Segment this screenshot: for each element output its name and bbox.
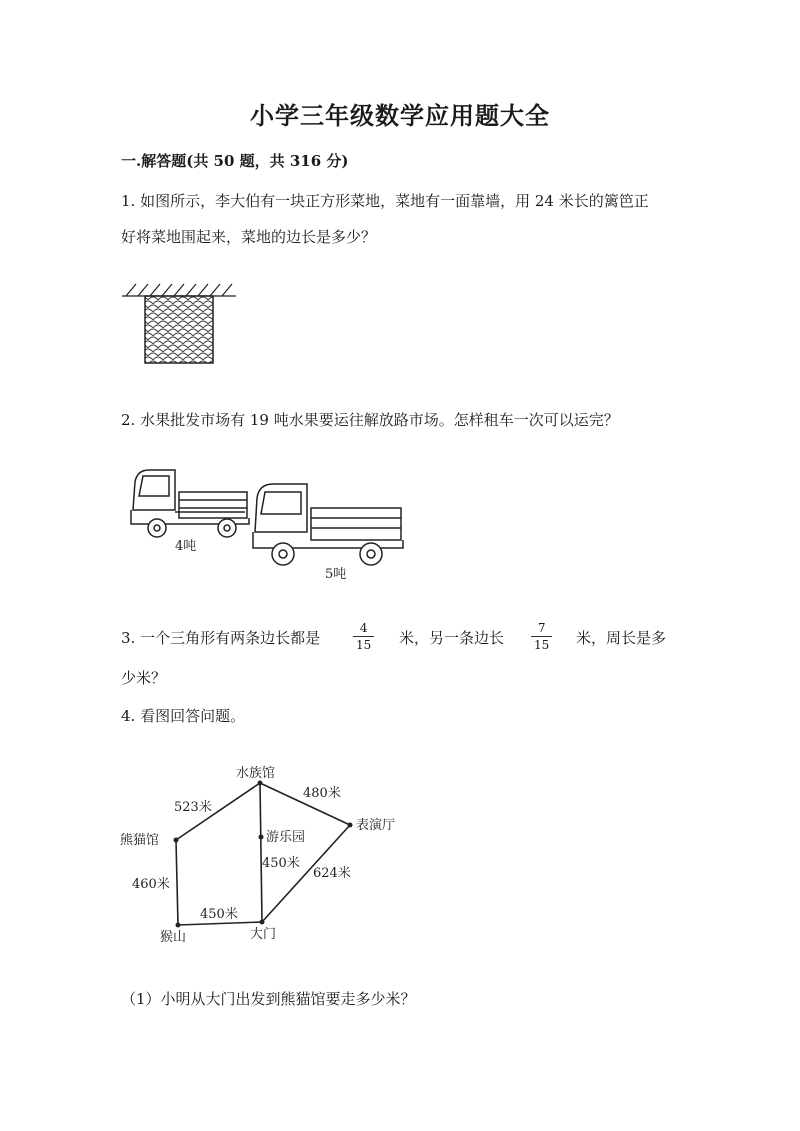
q4-park-map: [110, 755, 440, 955]
q3-mid: 米，另一条边长: [399, 629, 505, 647]
distance-show-gate: 624米: [313, 866, 351, 881]
truck-small: [131, 470, 249, 537]
square-garden: [145, 296, 213, 363]
q3-frac2-denominator: 15: [534, 638, 550, 652]
distance-aquarium-gate: 450米: [262, 856, 300, 871]
q4-text: 4. 看图回答问题。: [121, 707, 246, 725]
q1-text-line2: 好将菜地围起来，菜地的边长是多少？: [121, 228, 377, 246]
q2-trucks-figure: [125, 462, 415, 587]
label-show-hall: 表演厅: [356, 818, 396, 833]
q3-fraction-1: [353, 620, 374, 653]
q3-frac2-numerator: 7: [531, 620, 552, 637]
wall-hatching: [122, 284, 236, 296]
q1-garden-figure: [118, 280, 243, 370]
distance-panda-aquarium: 523米: [174, 800, 212, 815]
truck-small-label: 4吨: [175, 539, 197, 554]
q1-text-line1: 1. 如图所示，李大伯有一块正方形菜地，菜地有一面靠墙，用 24 米长的篱笆正: [121, 192, 649, 210]
section-heading: 一.解答题(共 50 题，共 316 分): [121, 152, 349, 170]
q3-frac1-numerator: 4: [353, 620, 374, 637]
label-gate: 大门: [250, 927, 277, 942]
truck-large-label: 5吨: [325, 567, 347, 582]
q3-prefix: 3. 一个三角形有两条边长都是: [121, 629, 321, 647]
label-monkey: 猴山: [160, 930, 187, 945]
label-playground: 游乐园: [266, 830, 306, 845]
q2-text: 2. 水果批发市场有 19 吨水果要运往解放路市场。怎样租车一次可以运完？: [121, 411, 619, 429]
distance-aquarium-show: 480米: [303, 786, 341, 801]
truck-large: [253, 484, 403, 565]
label-aquarium: 水族馆: [236, 766, 276, 781]
q4-subquestion-1: （1）小明从大门出发到熊猫馆要走多少米？: [121, 990, 416, 1008]
page-title: 小学三年级数学应用题大全: [250, 101, 550, 130]
label-panda: 熊猫馆: [120, 833, 160, 848]
distance-panda-monkey: 460米: [132, 877, 170, 892]
q3-frac1-denominator: 15: [356, 638, 372, 652]
q3-fraction-2: [531, 620, 552, 653]
distance-monkey-gate: 450米: [200, 907, 238, 922]
q3-text-line2: 少米？: [121, 669, 167, 687]
q3-suffix: 米，周长是多: [576, 629, 667, 647]
